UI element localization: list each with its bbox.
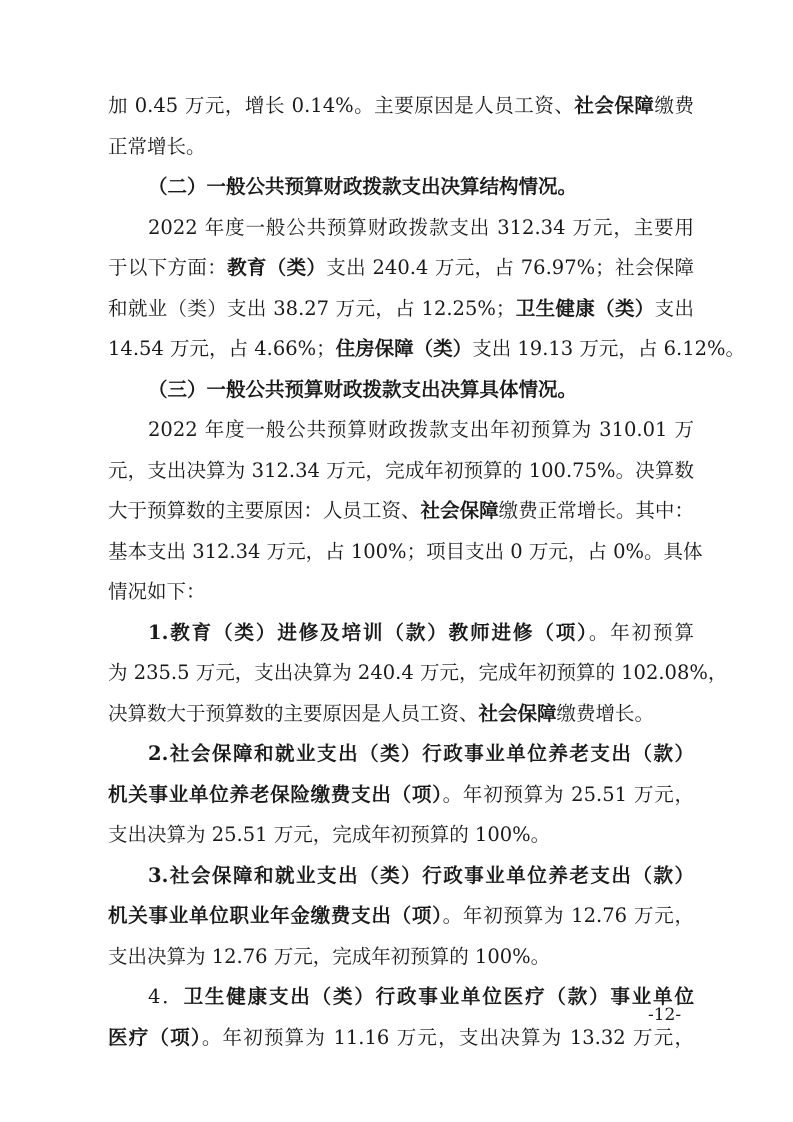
text-line: 2022 年度一般公共预算财政拨款支出年初预算为 310.01 万 — [148, 418, 694, 441]
page-number: -12- — [648, 1005, 682, 1025]
section-heading: （三）一般公共预算财政拨款支出决算具体情况。 — [148, 377, 578, 401]
text-line: 支出决算为 12.76 万元，完成年初预算的 100%。 — [108, 944, 551, 968]
section-heading: （二）一般公共预算财政拨款支出决算结构情况。 — [148, 175, 578, 198]
document-body — [108, 86, 746, 1058]
text-line: 2.社会保障和就业支出（类）行政事业单位养老支出（款） — [148, 742, 694, 765]
text-line: 机关事业单位职业年金缴费支出（项）。年初预算为 12.76 万元， — [108, 904, 694, 927]
text-line: 加 0.45 万元，增长 0.14%。主要原因是人员工资、社会保障缴费 — [108, 94, 694, 117]
text-line: 大于预算数的主要原因：人员工资、社会保障缴费正常增长。其中： — [108, 499, 694, 522]
text-line: 机关事业单位养老保险缴费支出（项）。年初预算为 25.51 万元， — [108, 782, 694, 806]
text-line: 于以下方面：教育（类）支出 240.4 万元，占 76.97%；社会保障 — [108, 256, 694, 279]
text-line: 4．卫生健康支出（类）行政事业单位医疗（款）事业单位 — [148, 985, 694, 1008]
text-line: 3.社会保障和就业支出（类）行政事业单位养老支出（款） — [148, 863, 694, 887]
text-line: 情况如下： — [108, 580, 206, 603]
text-line: 支出决算为 25.51 万元，完成年初预算的 100%。 — [108, 823, 551, 846]
text-line: 决算数大于预算数的主要原因是人员工资、社会保障缴费增长。 — [108, 701, 655, 725]
text-line: 医疗（项）。年初预算为 11.16 万元，支出决算为 13.32 万元， — [108, 1025, 694, 1049]
text-line: 基本支出 312.34 万元，占 100%；项目支出 0 万元，占 0%。具体 — [108, 539, 703, 563]
text-line: 1.教育（类）进修及培训（款）教师进修（项）。年初预算 — [148, 620, 694, 644]
text-line: 和就业（类）支出 38.27 万元，占 12.25%；卫生健康（类）支出 — [108, 296, 694, 320]
text-line: 为 235.5 万元，支出决算为 240.4 万元，完成年初预算的 102.08%， — [108, 661, 728, 684]
text-line: 14.54 万元，占 4.66%；住房保障（类）支出 19.13 万元，占 6.12%。 — [108, 337, 746, 360]
text-line: 2022 年度一般公共预算财政拨款支出 312.34 万元，主要用 — [148, 215, 694, 239]
text-line: 元，支出决算为 312.34 万元，完成年初预算的 100.75%。决算数 — [108, 458, 694, 482]
text-line: 正常增长。 — [108, 134, 206, 158]
